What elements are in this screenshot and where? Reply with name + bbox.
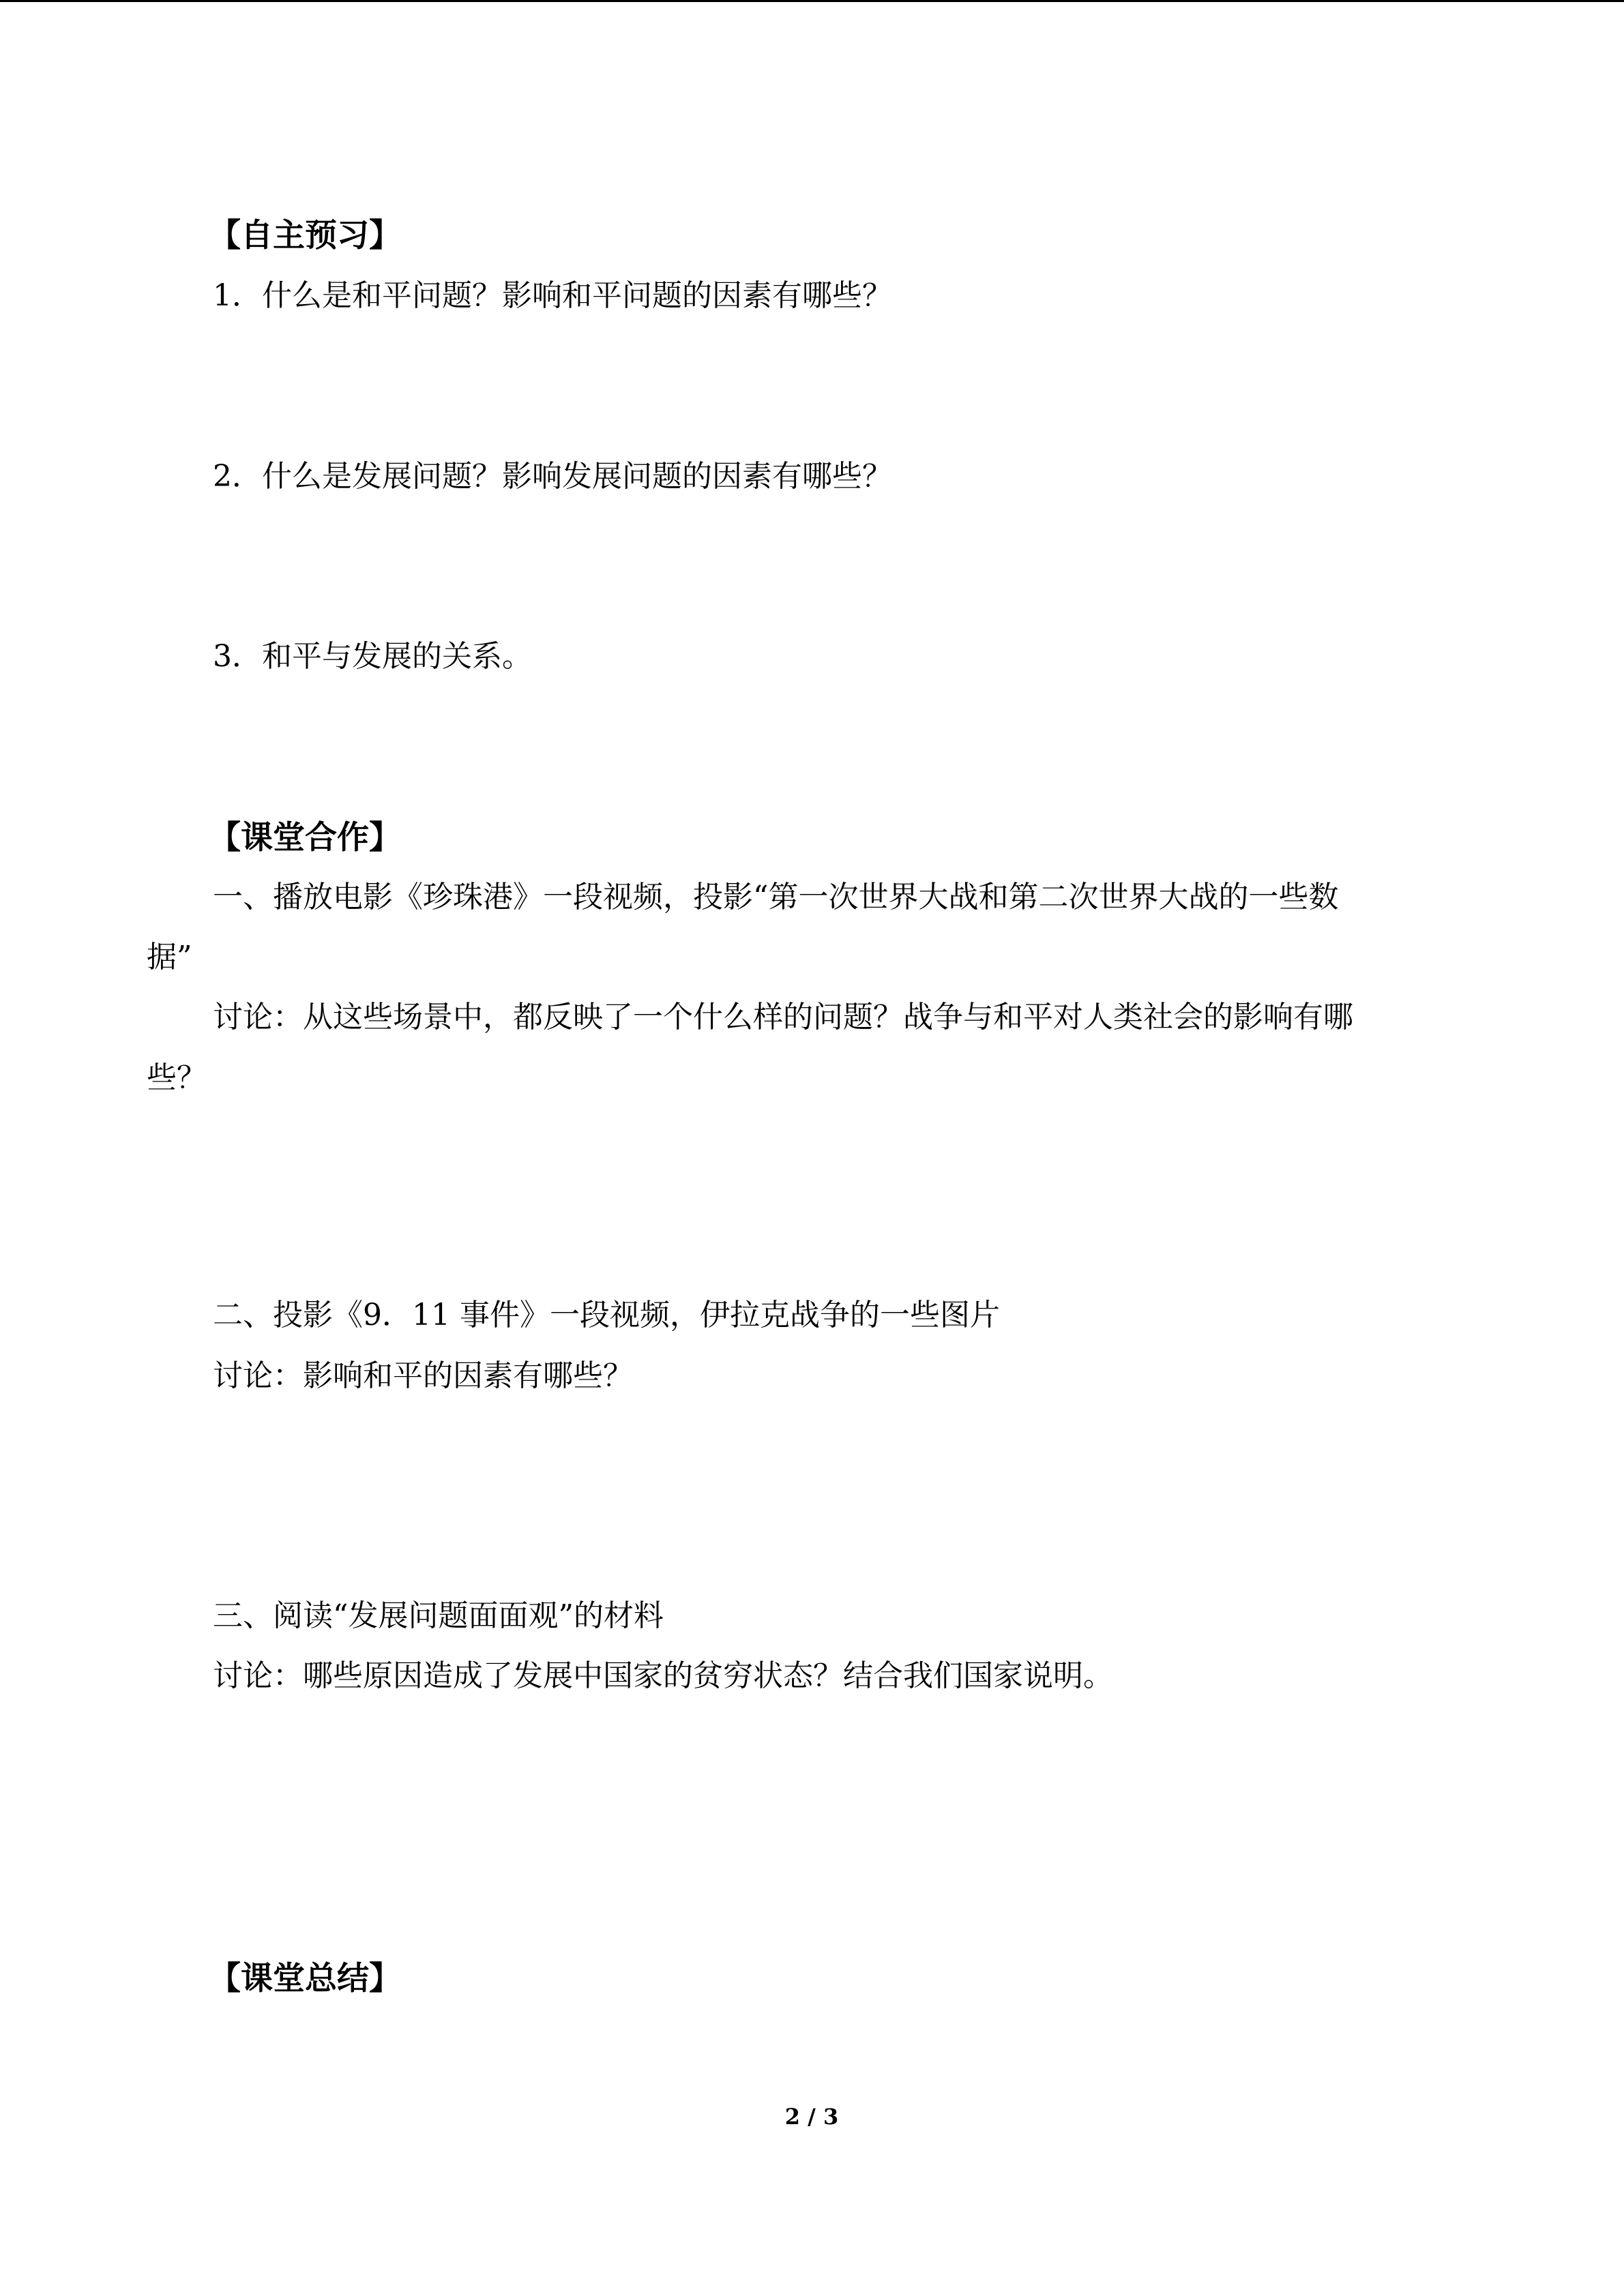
section-heading-summary: 【课堂总结】 [209, 1960, 401, 1997]
preview-question-1: 1．什么是和平问题？影响和平问题的因素有哪些？ [213, 278, 892, 313]
cooperation-part3-line1: 三、阅读“发展问题面面观”的材料 [213, 1598, 664, 1633]
section-heading-cooperation: 【课堂合作】 [209, 819, 401, 856]
cooperation-part2-line1: 二、投影《9．11 事件》一段视频，伊拉克战争的一些图片 [213, 1298, 1000, 1332]
section-heading-preview: 【自主预习】 [209, 217, 401, 254]
preview-question-3: 3．和平与发展的关系。 [213, 639, 532, 674]
cooperation-part1-line2: 据” [147, 940, 192, 974]
page-number: 2 / 3 [784, 2104, 839, 2130]
cooperation-part3-discussion: 讨论：哪些原因造成了发展中国家的贫穷状态？结合我们国家说明。 [213, 1658, 1113, 1693]
cooperation-part1-discussion-line2: 些？ [147, 1060, 207, 1095]
cooperation-part1-discussion-line1: 讨论：从这些场景中，都反映了一个什么样的问题？战争与和平对人类社会的影响有哪 [213, 1000, 1353, 1034]
cooperation-part2-discussion: 讨论：影响和平的因素有哪些？ [213, 1358, 633, 1393]
preview-question-2: 2．什么是发展问题？影响发展问题的因素有哪些？ [213, 459, 892, 494]
cooperation-part1-line1: 一、播放电影《珍珠港》一段视频，投影“第一次世界大战和第二次世界大战的一些数 [213, 880, 1339, 914]
